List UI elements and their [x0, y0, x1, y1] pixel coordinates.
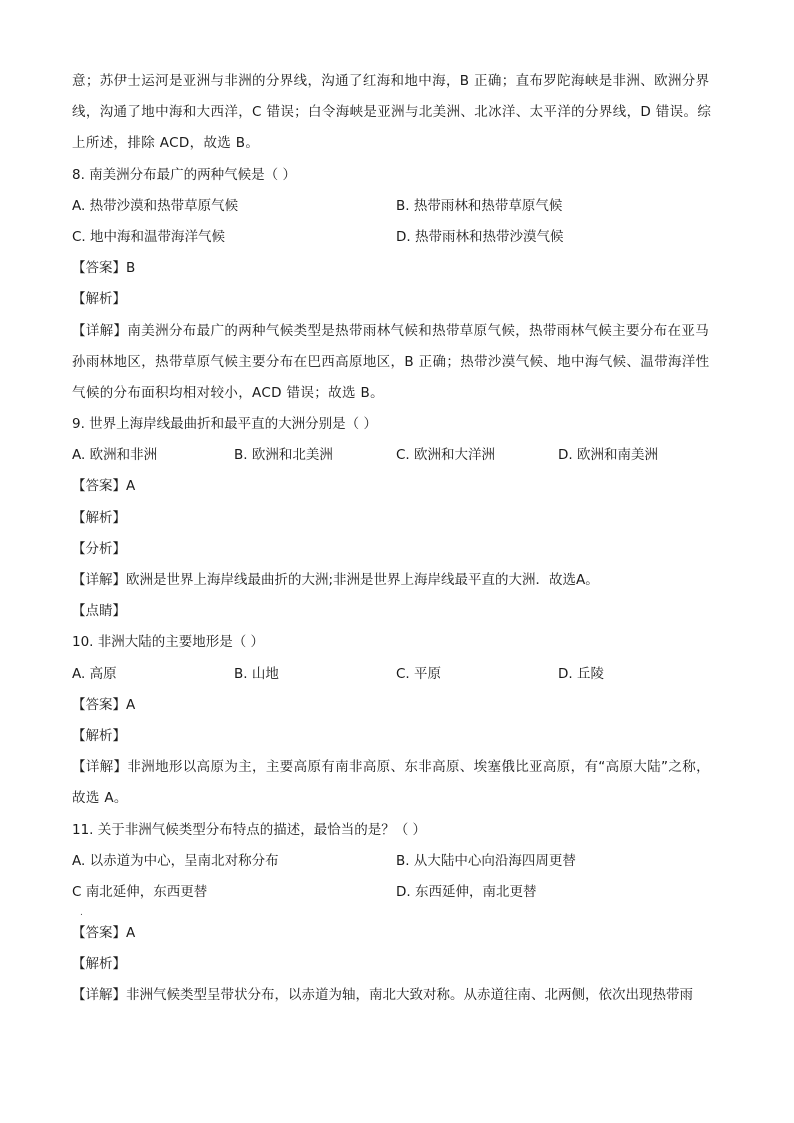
option-b: B. 山地: [234, 665, 279, 682]
question-8: [72, 160, 720, 410]
analysis-label: 【解析】: [72, 956, 126, 973]
q7-explanation-continuation: [72, 66, 720, 160]
option-c: C. 欧洲和大洋洲: [396, 447, 496, 464]
detail-paragraph: [72, 752, 720, 814]
stray-dot: .: [80, 908, 83, 919]
option-d: D. 热带雨林和热带沙漠气候: [396, 228, 564, 245]
option-a: A. 热带沙漠和热带草原气候: [72, 197, 239, 214]
option-c: C 南北延伸，东西更替: [72, 883, 208, 900]
answer-label: 【答案】A: [72, 478, 136, 495]
options-row: [72, 191, 720, 222]
dianjing-label: 【点睛】: [72, 603, 126, 620]
question-stem: 11. 关于非洲气候类型分布特点的描述，最恰当的是？（ ）: [72, 821, 427, 838]
text-line: 【详解】非洲地形以高原为主，主要高原有南非高原、东非高原、埃塞俄比亚高原，有“高原大陆”之称，: [72, 759, 710, 776]
options-row: [72, 846, 720, 877]
answer-label: 【答案】B: [72, 260, 136, 277]
detail-paragraph: 【详解】非洲气候类型呈带状分布，以赤道为轴，南北大致对称。从赤道往南、北两侧，依次出现热带雨: [72, 987, 693, 1004]
text-line: 故选 A。: [72, 790, 128, 807]
question-stem: 10. 非洲大陆的主要地形是（ ）: [72, 634, 265, 651]
option-a: A. 欧洲和非洲: [72, 447, 158, 464]
answer-label: 【答案】A: [72, 925, 136, 942]
question-stem: 8. 南美洲分布最广的两种气候是（ ）: [72, 166, 296, 183]
text-line: 【详解】南美洲分布最广的两种气候类型是热带雨林气候和热带草原气候，热带雨林气候主要分布在亚马: [72, 322, 710, 339]
options-row: [72, 222, 720, 253]
analysis-label: 【解析】: [72, 727, 126, 744]
option-d: D. 丘陵: [558, 665, 604, 682]
question-9: [72, 409, 720, 627]
option-b: B. 欧洲和北美洲: [234, 447, 333, 464]
answer-label: 【答案】A: [72, 696, 136, 713]
analysis-label: 【解析】: [72, 291, 126, 308]
option-d: D. 欧洲和南美洲: [558, 447, 658, 464]
options-row: [72, 659, 720, 690]
detail-paragraph: 【详解】欧洲是世界上海岸线最曲折的大洲;非洲是世界上海岸线最平直的大洲．故选A。: [72, 572, 599, 588]
text-line: 线，沟通了地中海和大西洋，C 错误；白令海峡是亚洲与北美洲、北冰洋、太平洋的分界线，D 错误。综: [72, 104, 712, 121]
option-a: A. 以赤道为中心，呈南北对称分布: [72, 852, 279, 869]
document-page: [72, 66, 720, 1012]
option-a: A. 高原: [72, 665, 117, 682]
text-line: 意；苏伊士运河是亚洲与非洲的分界线，沟通了红海和地中海，B 正确；直布罗陀海峡是非洲、欧洲分界: [72, 73, 710, 89]
fenxi-label: 【分析】: [72, 540, 126, 557]
analysis-label: 【解析】: [72, 509, 126, 526]
options-row: [72, 440, 720, 471]
option-b: B. 从大陆中心向沿海四周更替: [396, 852, 576, 869]
option-d: D. 东西延伸，南北更替: [396, 883, 537, 900]
options-row: [72, 877, 720, 908]
text-line: 上所述，排除 ACD，故选 B。: [72, 135, 260, 152]
text-line: 孙雨林地区，热带草原气候主要分布在巴西高原地区，B 正确；热带沙漠气候、地中海气候、温带海洋性: [72, 353, 710, 370]
option-c: C. 地中海和温带海洋气候: [72, 228, 226, 245]
question-10: [72, 627, 720, 814]
option-c: C. 平原: [396, 665, 442, 682]
detail-paragraph: [72, 316, 720, 410]
question-11: [72, 815, 720, 1012]
option-b: B. 热带雨林和热带草原气候: [396, 197, 563, 214]
question-stem: 9. 世界上海岸线最曲折和最平直的大洲分别是（ ）: [72, 416, 377, 433]
text-line: 气候的分布面积均相对较小，ACD 错误；故选 B。: [72, 384, 384, 401]
